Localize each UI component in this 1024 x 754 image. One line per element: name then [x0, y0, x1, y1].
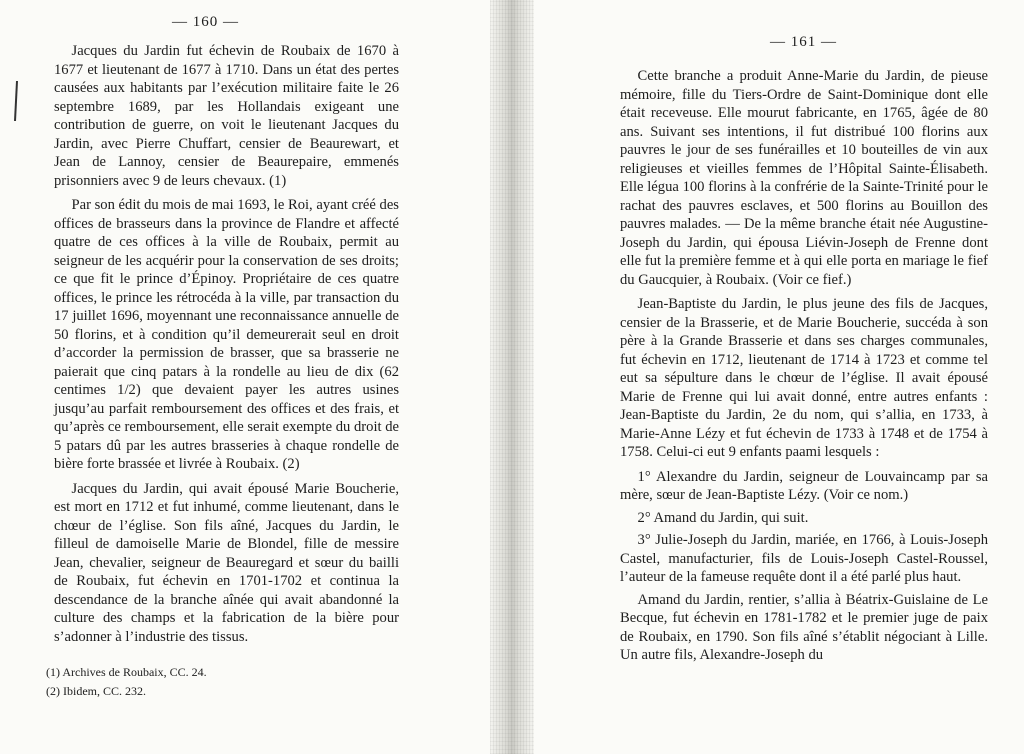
page-number: — 161 — — [770, 34, 837, 50]
body-text — [54, 42, 399, 652]
enumerated-list — [620, 468, 988, 587]
footnote: (1) Archives de Roubaix, CC. 24. — [46, 665, 207, 679]
list-item: 3° Julie-Joseph du Jardin, mariée, en 1766, à Louis-Joseph Castel, manufacturier, fils de Louis-Joseph Castel-Roussel, l’auteur de la fameuse requête dont il a été parlé plus haut. — [620, 532, 988, 585]
paragraph: Jean-Baptiste du Jardin, le plus jeune des fils de Jacques, censier de la Brasserie, et de Marie Boucherie, succéda à son père à la Grande Brasserie et dans ses charges communales, fut échevin en 1712, lieutenant de 1714 à 1723 et comme tel eut sa sépulture dans le chœur de l’église. Il avait épousé Marie de Frenne qui lui avait donné, entre autres enfants : Jean-Baptiste du Jardin, 2e du nom, qui s’allia, en 1733, à Marie-Anne Lézy et fut échevin de 1733 à 1748 et de 1754 à 1758. Celui-ci eut 9 enfants paami lesquels : — [620, 296, 988, 460]
margin-pencil-mark — [14, 80, 18, 122]
footnote: (2) Ibidem, CC. 232. — [46, 684, 146, 698]
page-number: — 160 — — [172, 14, 239, 30]
paragraph: Cette branche a produit Anne-Marie du Jardin, de pieuse mémoire, fille du Tiers-Ordre de Saint-Dominique dont elle était receveuse. Elle mourut fabricante, en 1765, âgée de 80 ans. Suivant ses intentions, il fut distribué 100 florins aux pauvres le jour de ses funérailles et 10 bouteilles de vin aux religieuses et vieilles femmes de l’Hôpital Sainte-Élisabeth. Elle légua 100 florins à la confrérie de la Sainte-Trinité pour le rachat des pauvres esclaves, et 500 florins au Bouillon des pauvres malades. — De la même branche était née Augustine-Joseph du Jardin, qui épousa Liévin-Joseph de Frenne dont elle fut la première femme et à qui elle porta en mariage le fief du Gaucquier, à Roubaix. (Voir ce fief.) — [620, 68, 988, 288]
list-item: 1° Alexandre du Jardin, seigneur de Louvaincamp par sa mère, sœur de Jean-Baptiste Lézy. (Voir ce nom.) — [620, 468, 988, 503]
right-page — [520, 0, 1024, 754]
left-page — [0, 0, 505, 754]
paragraph: Jacques du Jardin, qui avait épousé Marie Boucherie, est mort en 1712 et fut inhumé, comme lieutenant, dans le chœur de l’église. Son fils aîné, Jacques du Jardin, le filleul de damoiselle Marie de Blondel, fille de messire Jean, chevalier, seigneur de Beauregard et sœur du bailli de Roubaix, fut échevin en 1701-1702 et continua la descendance de la branche aînée qui avait abandonné la culture des champs et la fabrication de la bière pour s’adonner à l’industrie des tissus. — [54, 480, 399, 645]
paragraph: Jacques du Jardin fut échevin de Roubaix de 1670 à 1677 et lieutenant de 1677 à 1710. Dans un état des pertes causées aux habitants par l’exécution militaire faite le 26 septembre 1689, par les Hollandais exigeant une contribution de guerre, on voit le lieutenant Jacques du Jardin, avec Pierre Chuffart, censier de Beaurewart, et Jean de Lannoy, censier de Beaurepaire, emmenés prisonniers avec 9 de leurs chevaux. (1) — [54, 43, 399, 189]
body-text — [620, 67, 988, 671]
paragraph: Par son édit du mois de mai 1693, le Roi, ayant créé des offices de brasseurs dans la province de Flandre et affecté quatre de ces offices à la ville de Roubaix, permit au seigneur de les acquérir pour la conservation de ses droits; ce que fit le prince d’Épinoy. Propriétaire de ces quatre offices, le prince les rétrocéda à la ville, par transaction du 17 juillet 1696, moyennant une reconnaissance annuelle de 50 florins, et à condition qu’il demeurerait seul en droit d’accorder la permission de brasser, que sa brasserie ne paierait que cinq patars à la rondelle au lieu de dix (62 centimes 1/2) que devaient payer les autres usines jusqu’au parfait remboursement des offices et des frais, et qu’après ce remboursement, elle serait exempte du droit de 5 patars dû par les autres brasseries à chaque rondelle de bière forte brassée et livrée à Roubaix. (2) — [54, 197, 399, 472]
footnotes — [46, 663, 246, 701]
paragraph: Amand du Jardin, rentier, s’allia à Béatrix-Guislaine de Le Becque, fut échevin en 1781-1782 et le premier juge de paix de Roubaix, en 1790. Son fils aîné s’établit négociant à Lille. Un autre fils, Alexandre-Joseph du — [620, 591, 988, 663]
list-item: 2° Amand du Jardin, qui suit. — [637, 509, 809, 526]
